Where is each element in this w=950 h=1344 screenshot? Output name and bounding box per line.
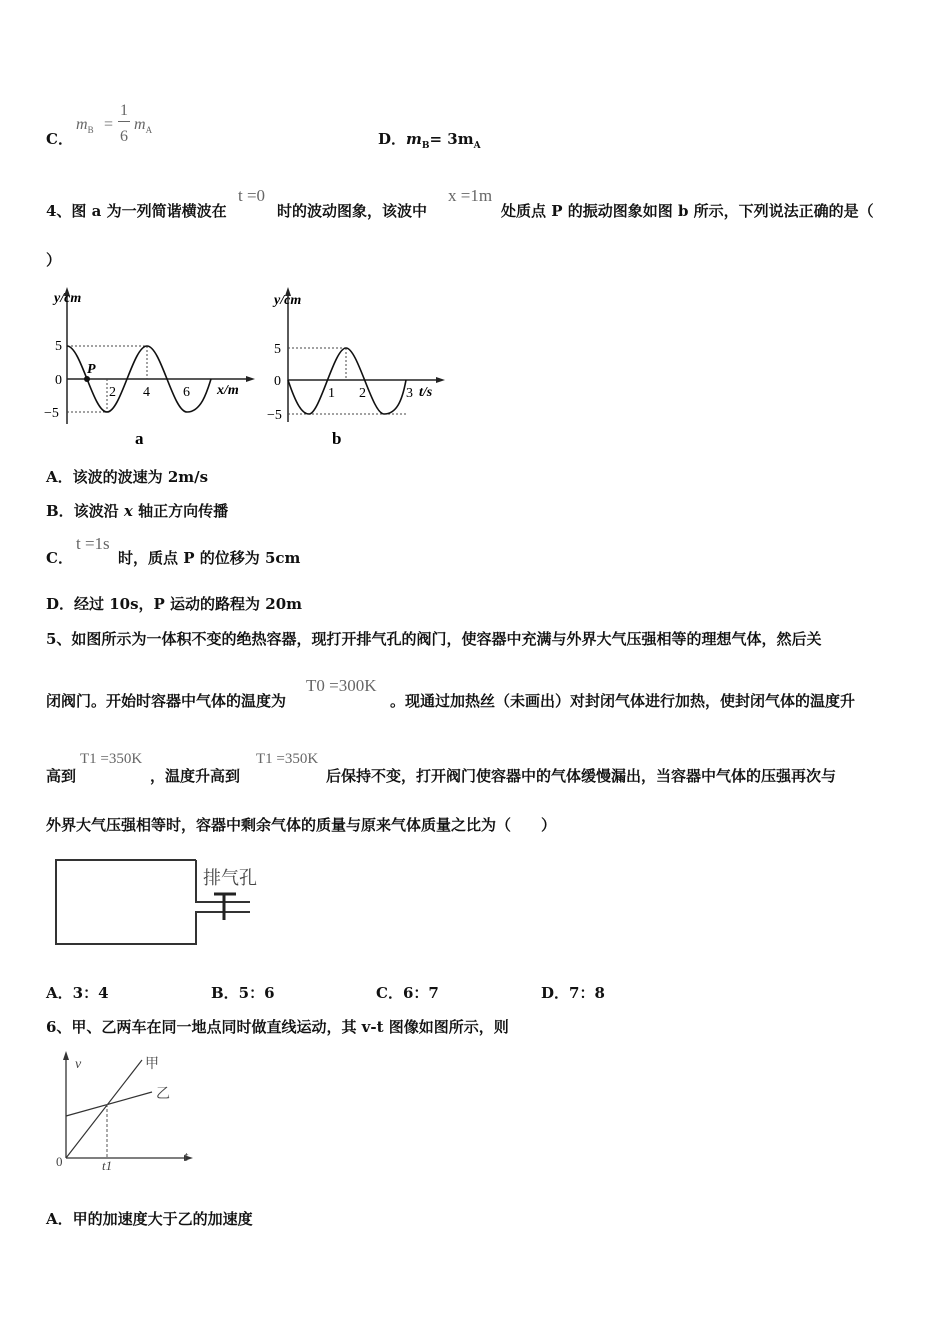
fig-b-xtick-3: 3 — [406, 386, 413, 401]
q4-option-c-math: t =1s — [76, 534, 110, 553]
q4-stem-math-x: x =1m — [448, 186, 493, 205]
fig-a-point-label: P — [87, 362, 96, 377]
q4-option-c-text: 时，质点 P 的位移为 5cm — [118, 549, 301, 567]
q4-option-c-label: C． — [46, 549, 73, 567]
q4-option-b: B．该波沿 x 轴正方向传播 — [46, 502, 229, 520]
q4-stem-close: ） — [46, 251, 62, 269]
q5-stem-math-t1-b: T1 =350K — [256, 751, 319, 767]
vt-origin-label: 0 — [56, 1154, 63, 1169]
q6-vt-graph — [50, 1048, 200, 1178]
q5-stem-line3-mid: ，温度升高到 — [150, 767, 241, 785]
fig-b-caption: b — [332, 429, 342, 448]
q3-option-d: D．$m_B= 3m_A$ — [378, 130, 481, 151]
q4-option-d: D．经过 10s，P 运动的路程为 20m — [46, 595, 303, 613]
fig-b-xtick-1: 1 — [328, 386, 335, 401]
fig-a-ytick-0: 0 — [55, 373, 62, 388]
q4-stem-math-t: t =0 — [238, 186, 266, 205]
fig-a-xlabel: x/m — [217, 383, 239, 398]
q6-stem: 6、甲、乙两车在同一地点同时做直线运动，其 v-t 图像如图所示，则 — [46, 1018, 509, 1036]
q4-option-a: A．该波的波速为 2m/s — [46, 468, 209, 486]
q5-container-figure — [50, 856, 270, 952]
fig-a-xtick-6: 6 — [183, 385, 190, 400]
q4-stem-part2: 时的波动图象，该波中 — [277, 202, 428, 220]
fig-b-xlabel: t/s — [419, 385, 433, 400]
q5-option-d: D．7：8 — [541, 984, 605, 1002]
fig-a-caption: a — [135, 429, 144, 448]
q5-option-b: B．5：6 — [211, 984, 275, 1002]
vt-v-label: v — [75, 1057, 82, 1072]
q4-stem-part1: 4、图 a 为一列简谐横波在 — [46, 202, 227, 220]
q5-stem-math-t0: T0 =300K — [306, 676, 377, 695]
fig-b-vibration-curve — [288, 348, 406, 414]
q6-option-a: A．甲的加速度大于乙的加速度 — [46, 1210, 253, 1228]
exhaust-hole-label: 排气孔 — [203, 868, 257, 888]
q5-stem-math-t1-a: T1 =350K — [80, 751, 143, 767]
fig-b-ylabel: y/cm — [274, 293, 302, 308]
q4-stem-part3: 处质点 P 的振动图象如图 b 所示，下列说法正确的是（ — [501, 202, 874, 220]
q5-stem-line2-pre: 闭阀门。开始时容器中气体的温度为 — [46, 692, 287, 710]
fig-b-ytick-0: 0 — [274, 374, 281, 389]
q4-figure-a — [40, 282, 260, 452]
fig-a-xtick-4: 4 — [143, 385, 150, 400]
q5-option-c: C．6：7 — [376, 984, 439, 1002]
q5-stem-line2-post: 。现通过加热丝（未画出）对封闭气体进行加热，使封闭气体的温度升 — [390, 692, 856, 710]
vt-t-label: t — [184, 1150, 188, 1165]
q5-stem-line4: 外界大气压强相等时，容器中剩余气体的质量与原来气体质量之比为（ ） — [46, 816, 557, 834]
q5-option-a: A．3：4 — [46, 984, 109, 1002]
q3-option-c-formula: $m_B$ = 1 6 $m_A$ — [76, 102, 153, 145]
q5-stem-line3-post: 后保持不变，打开阀门使容器中的气体缓慢漏出，当容器中气体的压强再次与 — [326, 767, 837, 785]
fig-b-ytick-neg5: −5 — [267, 408, 282, 423]
q5-stem-line1: 5、如图所示为一体积不变的绝热容器，现打开排气孔的阀门，使容器中充满与外界大气压强相等的理想气体，然后关 — [46, 630, 822, 648]
q4-figure-b — [262, 282, 462, 452]
vt-line-yi — [66, 1092, 152, 1116]
fig-a-ylabel: y/cm — [54, 291, 82, 306]
fig-a-ytick-5: 5 — [55, 339, 62, 354]
fig-b-ytick-5: 5 — [274, 342, 281, 357]
fig-b-xtick-2: 2 — [359, 386, 366, 401]
vt-yi-label: 乙 — [156, 1087, 170, 1102]
vt-t1-label: t1 — [102, 1158, 113, 1173]
q5-stem-line3-pre: 高到 — [46, 767, 77, 785]
vt-jia-label: 甲 — [145, 1057, 159, 1072]
vt-line-jia — [66, 1060, 142, 1158]
q3-option-c-label: C． — [46, 130, 73, 148]
fig-a-xtick-2: 2 — [109, 385, 116, 400]
fig-a-ytick-neg5: −5 — [44, 406, 59, 421]
